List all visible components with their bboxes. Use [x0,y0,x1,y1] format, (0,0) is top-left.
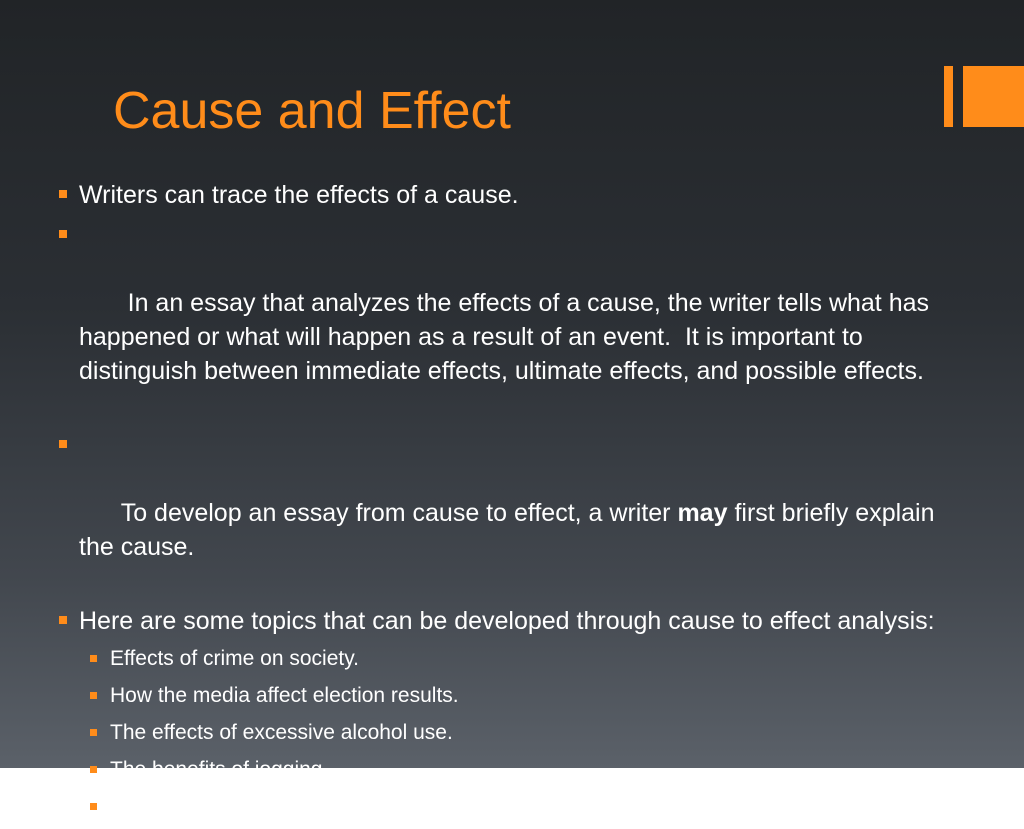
sub-bullet-item [56,644,956,674]
sub-bullet-list [56,644,956,822]
bullet-item [56,178,956,212]
bullet-text: In an essay that analyzes the effects of a cause, the writer tells what has happened or what will happen as a result of an event. It is important to distinguish between immediate effects, ultimate effects, and possible effects. [79,289,936,385]
bullet-item [56,604,956,638]
square-bullet-icon [59,230,67,238]
accent-bar-thin [944,66,953,127]
accent-bar-thick [963,66,1024,127]
sub-bullet-text: Effects of crime on society. [110,647,359,670]
bullet-text-before: To develop an essay from cause to effect, a writer [120,499,678,527]
bullet-list [56,178,956,829]
square-bullet-icon [59,440,67,448]
sub-bullet-text: The effects of excessive alcohol use. [110,721,453,744]
bullet-text-after: first briefly explain the cause. [79,499,942,561]
sub-bullet-text: How the media affect election results. [110,684,459,707]
slide-title: Cause and Effect [113,82,511,140]
square-bullet-icon [90,692,97,699]
bullet-text: Here are some topics that can be developed through cause to effect analysis: [79,607,935,635]
sub-bullet-item [56,681,956,711]
square-bullet-icon [90,803,97,810]
bullet-item [56,218,956,422]
bullet-text-bold: may [677,499,728,527]
square-bullet-icon [90,655,97,662]
sub-bullet-item [56,718,956,748]
sub-bullet-text: The advantages (or disadvantages) of living on campus. [110,795,632,818]
bullet-item [56,428,956,598]
square-bullet-icon [90,766,97,773]
square-bullet-icon [59,616,67,624]
sub-bullet-item [56,755,956,785]
bullet-text: Writers can trace the effects of a cause. [79,181,519,209]
square-bullet-icon [90,729,97,736]
sub-bullet-item [56,792,956,822]
sub-bullet-text: The benefits of jogging. [110,758,329,781]
square-bullet-icon [59,190,67,198]
